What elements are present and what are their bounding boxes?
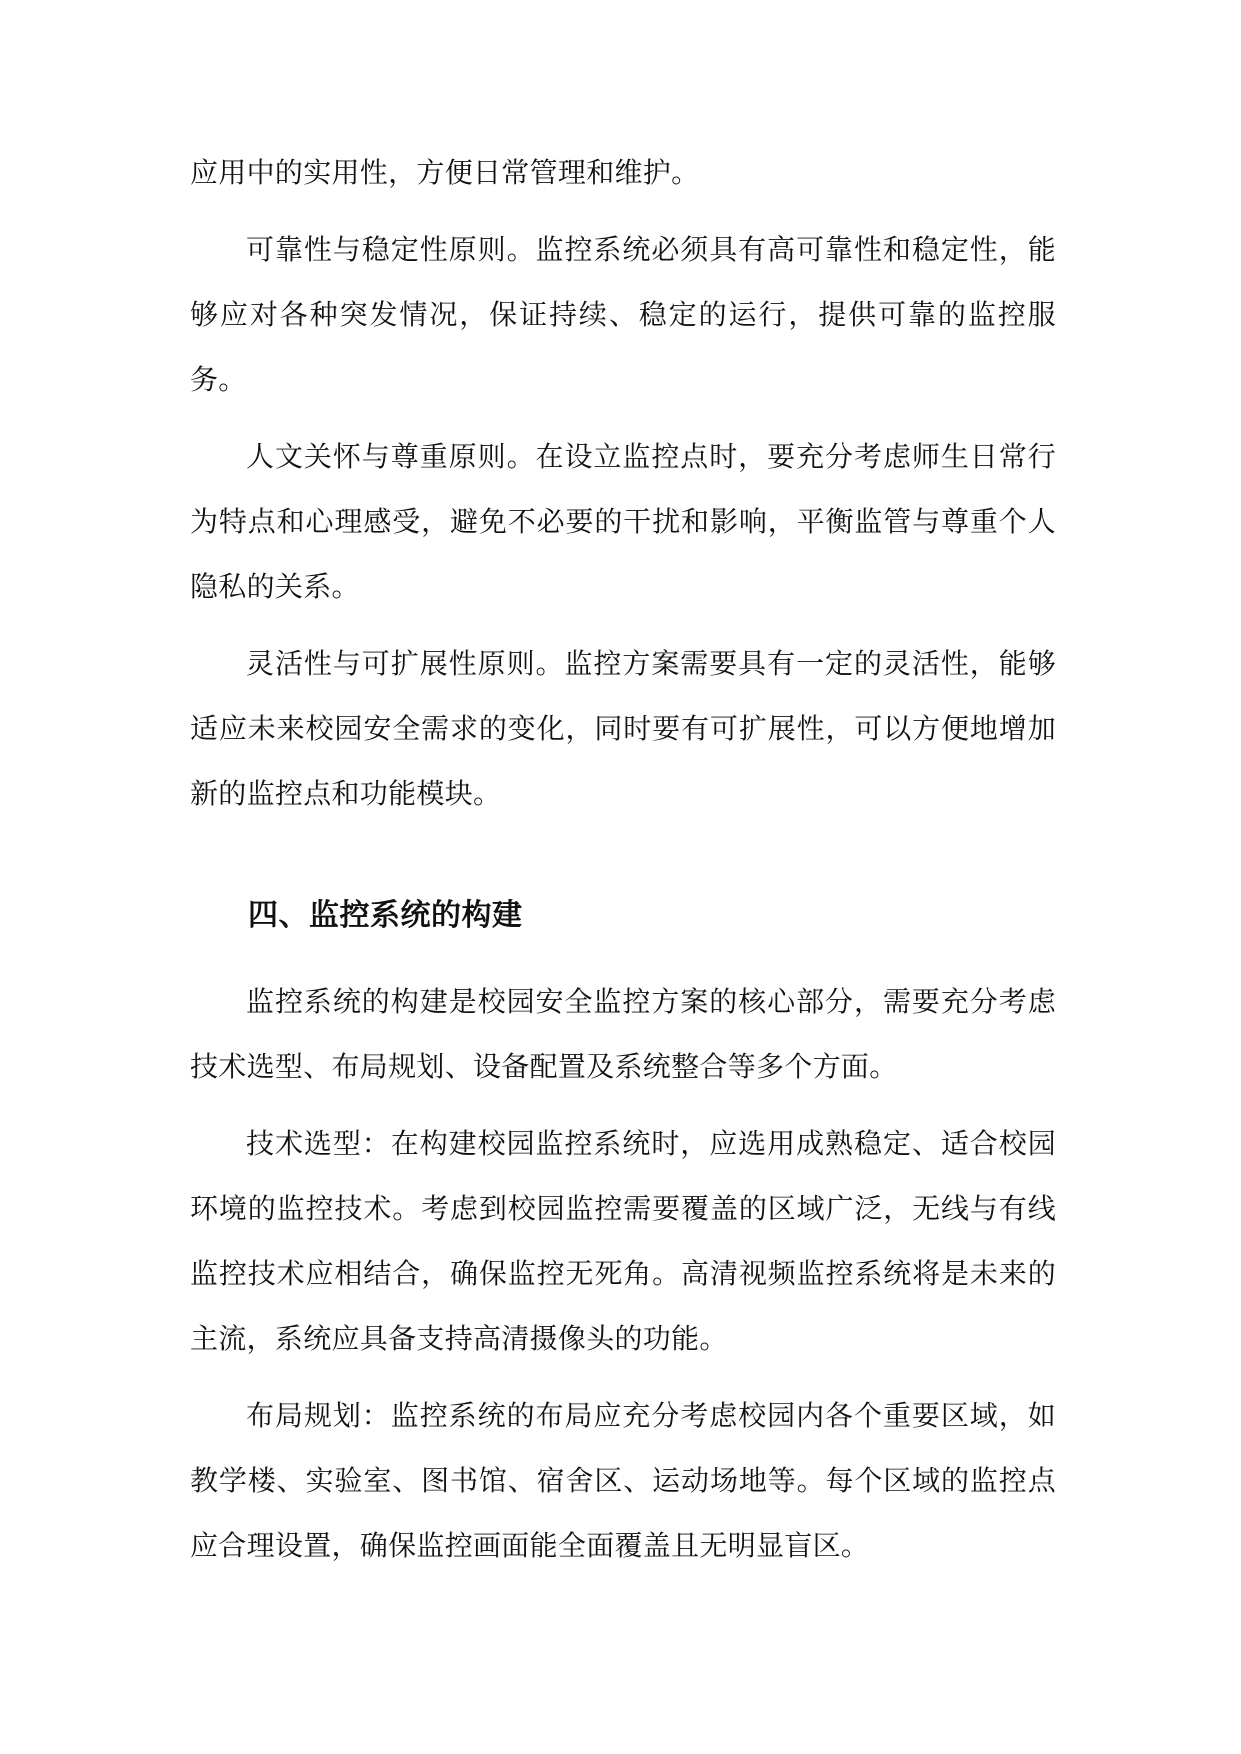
paragraph-flexibility-principle: 灵活性与可扩展性原则。监控方案需要具有一定的灵活性，能够适应未来校园安全需求的变化，同时要有可扩展性，可以方便地增加新的监控点和功能模块。: [190, 647, 1056, 810]
section-heading: 四、监控系统的构建: [248, 898, 523, 933]
document-body: [190, 140, 1056, 1578]
paragraph-layout-planning: 布局规划：监控系统的布局应充分考虑校园内各个重要区域，如教学楼、实验室、图书馆、宿舍区、运动场地等。每个区域的监控点应合理设置，确保监控画面能全面覆盖且无明显盲区。: [190, 1399, 1056, 1562]
paragraph-humanistic-principle: 人文关怀与尊重原则。在设立监控点时，要充分考虑师生日常行为特点和心理感受，避免不必要的干扰和影响，平衡监管与尊重个人隐私的关系。: [190, 440, 1056, 603]
paragraph-system-construction: 监控系统的构建是校园安全监控方案的核心部分，需要充分考虑技术选型、布局规划、设备配置及系统整合等多个方面。: [190, 985, 1056, 1083]
paragraph-continuation: 应用中的实用性，方便日常管理和维护。: [190, 156, 700, 189]
paragraph-technology-selection: 技术选型：在构建校园监控系统时，应选用成熟稳定、适合校园环境的监控技术。考虑到校园监控需要覆盖的区域广泛，无线与有线监控技术应相结合，确保监控无死角。高清视频监控系统将是未来的主流，系统应具备支持高清摄像头的功能。: [190, 1127, 1056, 1355]
paragraph-reliability-principle: 可靠性与稳定性原则。监控系统必须具有高可靠性和稳定性，能够应对各种突发情况，保证持续、稳定的运行，提供可靠的监控服务。: [190, 233, 1056, 396]
